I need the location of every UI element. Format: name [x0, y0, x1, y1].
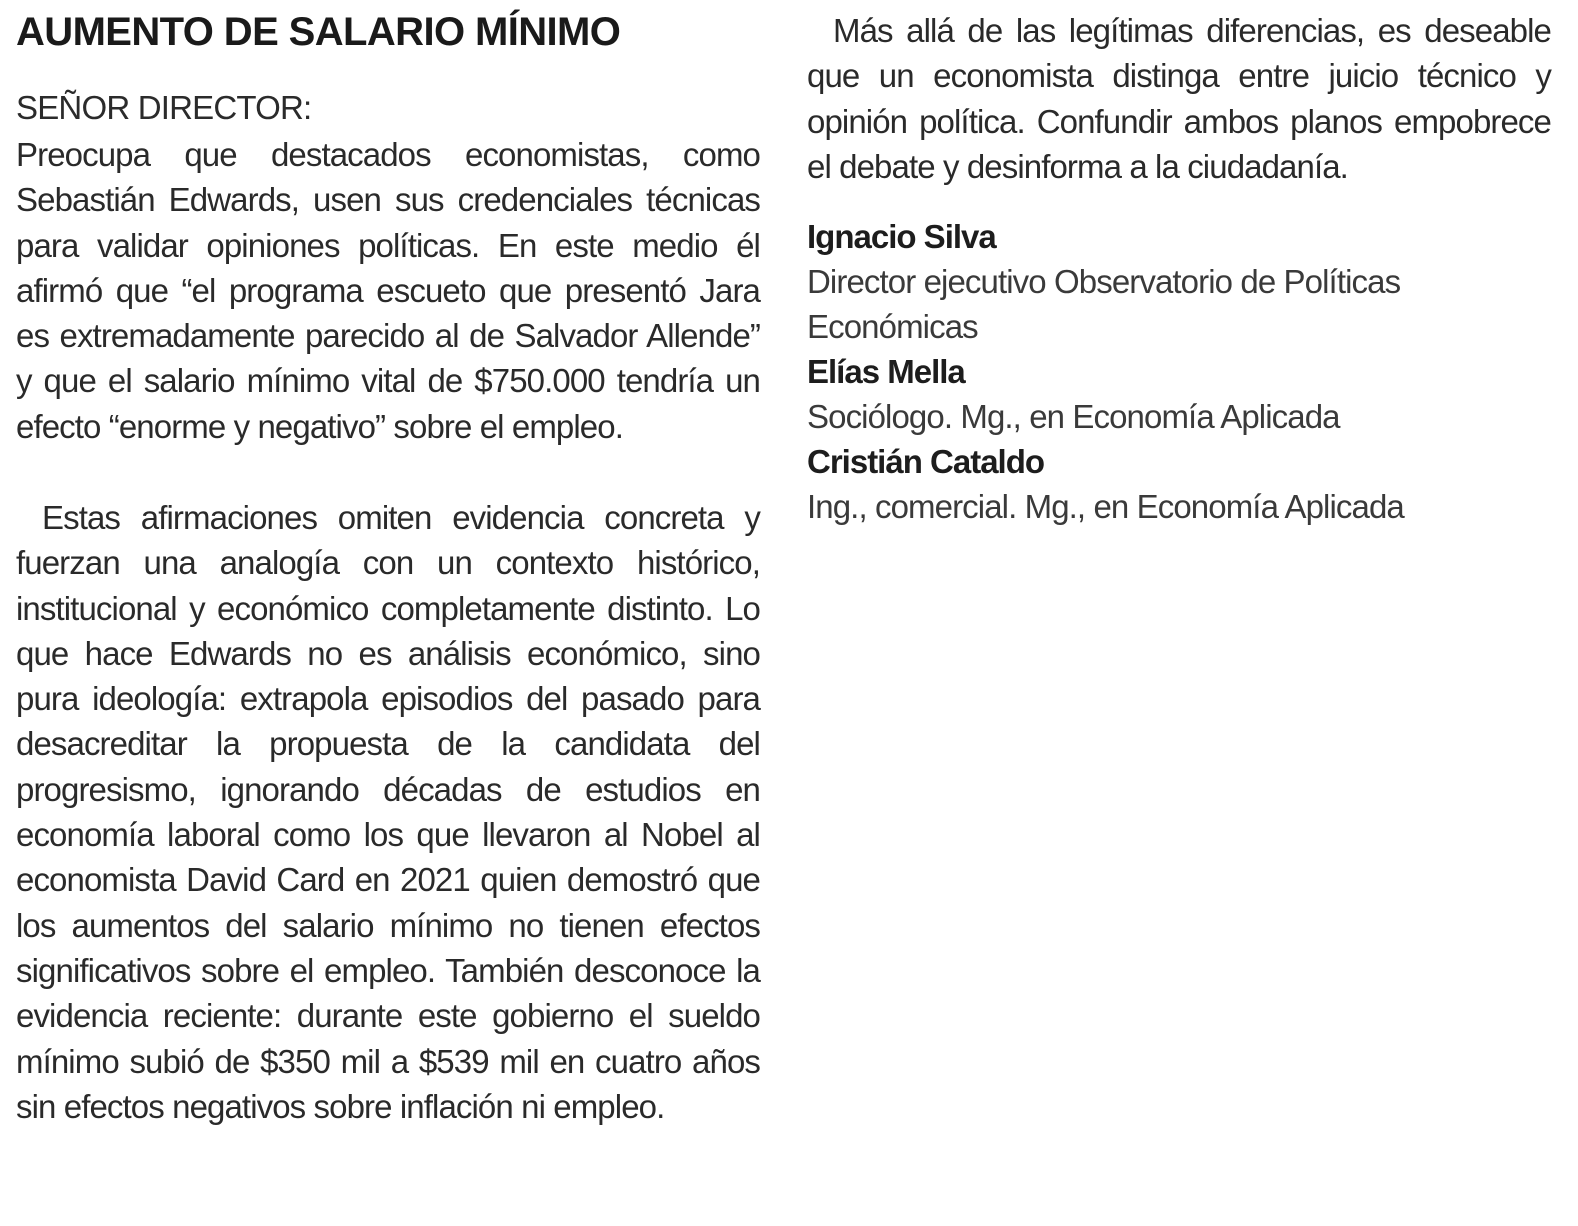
body-paragraph-3: Más allá de las legítimas diferencias, es deseable que un economista distinga entre juicio técnico y opinión política. Confundir ambos planos empobrece el debate y desinforma a la ciudadanía. — [807, 12, 1551, 185]
signatory-name: Ignacio Silva — [807, 218, 996, 255]
signatory-2 — [807, 349, 1551, 439]
signatory-3 — [807, 439, 1551, 529]
signatory-name: Elías Mella — [807, 353, 965, 390]
body-paragraph-2: Estas afirmaciones omiten evidencia concreta y fuerzan una analogía con un contexto histórico, institucional y económico completamente distinto. Lo que hace Edwards no es análisis económico, sino pura ideología: extrapola episodios del pasado para desacreditar la propuesta de la candidata del progresismo, ignorando décadas de estudios en economía laboral como los que llevaron al Nobel al economista David Card en 2021 quien demostró que los aumentos del salario mínimo no tienen efectos significativos sobre el empleo. También desconoce la evidencia reciente: durante este gobierno el sueldo mínimo subió de $350 mil a $539 mil en cuatro años sin efectos negativos sobre inflación ni empleo. — [16, 499, 760, 1125]
letter-salutation: SEÑOR DIRECTOR: — [16, 89, 312, 126]
body-paragraph-1: Preocupa que destacados economistas, como Sebastián Edwards, usen sus credenciales técnicas para validar opiniones políticas. En este medio él afirmó que “el programa escueto que presentó Jara es extremadamente parecido al de Salvador Allende” y que el salario mínimo vital de $750.000 tendría un efecto “enorme y negativo” sobre el empleo. — [16, 136, 760, 445]
signatory-name: Cristián Cataldo — [807, 443, 1045, 480]
signatory-role: Director ejecutivo Observatorio de Políticas Económicas — [807, 263, 1401, 345]
signatory-role: Sociólogo. Mg., en Economía Aplicada — [807, 398, 1340, 435]
letter-headline: AUMENTO DE SALARIO MÍNIMO — [16, 10, 621, 54]
signatory-role: Ing., comercial. Mg., en Economía Aplicada — [807, 488, 1404, 525]
signatory-1 — [807, 214, 1551, 349]
signature-block — [807, 214, 1551, 529]
